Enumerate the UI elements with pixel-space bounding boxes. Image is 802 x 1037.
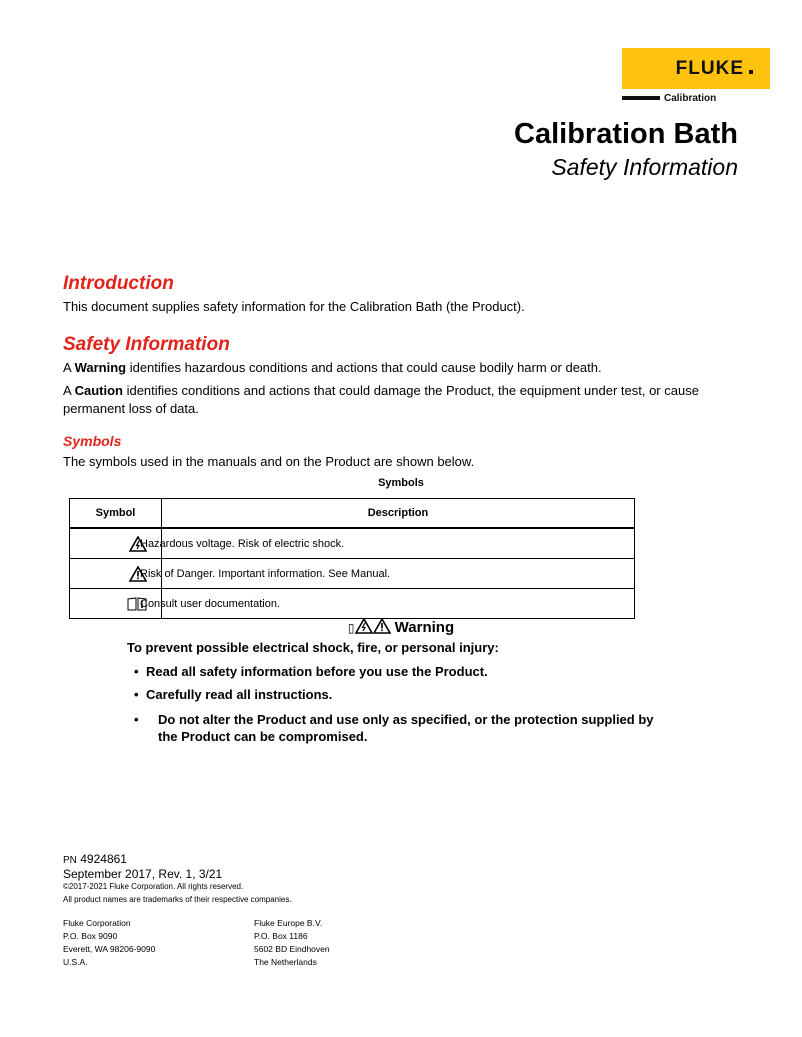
row-description: Hazardous voltage. Risk of electric shock. [140, 537, 345, 550]
text-fragment: A [63, 383, 75, 398]
bullet-dot: • [134, 664, 139, 679]
address-eu [254, 917, 330, 969]
logo-subtitle: Calibration [664, 93, 717, 104]
symbols-heading: Symbols [63, 433, 122, 449]
list-item-continuation: the Product can be compromised. [158, 729, 368, 744]
fluke-logo [622, 48, 770, 89]
address-line: Fluke Europe B.V. [254, 918, 323, 928]
revision-date: September 2017, Rev. 1, 3/21 [63, 867, 223, 881]
description-cell [140, 528, 635, 559]
bullet-dot: • [134, 687, 139, 702]
introduction-heading: Introduction [63, 273, 174, 294]
logo-rule [622, 96, 660, 100]
warning-definition [63, 359, 743, 377]
address-line: Everett, WA 98206-9090 [63, 944, 156, 954]
table-row [70, 589, 635, 619]
column-header-description: Description [162, 499, 635, 529]
table-row [70, 528, 635, 559]
address-line: U.S.A. [63, 957, 88, 967]
hazardous-voltage-icon [355, 618, 373, 634]
safety-heading: Safety Information [63, 334, 230, 355]
danger-icon [373, 618, 391, 634]
bullet-text: Read all safety information before you use the Product. [146, 664, 488, 679]
warning-title [0, 618, 802, 636]
symbols-table [69, 498, 635, 619]
pn-value: 4924861 [80, 852, 127, 866]
list-item [134, 663, 488, 680]
introduction-text: This document supplies safety information for the Calibration Bath (the Product). [63, 299, 525, 314]
logo-brand: FLUKE [675, 58, 744, 79]
text-fragment: identifies hazardous conditions and actions that could cause bodily harm or death. [126, 360, 602, 375]
address-line: The Netherlands [254, 957, 317, 967]
bullet-text: Do not alter the Product and use only as specified, or the protection supplied by [158, 712, 654, 727]
address-line: P.O. Box 1186 [254, 931, 308, 941]
column-header-symbol: Symbol [70, 499, 162, 529]
description-cell [140, 559, 635, 589]
address-us [63, 917, 155, 969]
warning-term: Warning [74, 360, 127, 375]
address-line: Fluke Corporation [63, 918, 131, 928]
warning-label: Warning [394, 619, 455, 636]
list-item [134, 686, 332, 703]
address-line: P.O. Box 9090 [63, 931, 118, 941]
bullet-dot: • [134, 712, 139, 727]
warning-intro: To prevent possible electrical shock, fire, or personal injury: [127, 640, 499, 655]
logo-dot [749, 70, 753, 74]
table-caption: Symbols [378, 477, 424, 489]
copyright: ©2017-2021 Fluke Corporation. All rights reserved. [63, 882, 244, 891]
caution-term: Caution [74, 383, 123, 398]
pn-label: PN [63, 855, 77, 866]
symbols-text: The symbols used in the manuals and on the Product are shown below. [63, 454, 475, 469]
address-line: 5602 BD Eindhoven [254, 944, 330, 954]
text-fragment: A [63, 360, 75, 375]
symbol-glyph-icon: ▯ [347, 621, 355, 635]
bullet-text: Carefully read all instructions. [146, 687, 333, 702]
row-description: Risk of Danger. Important information. See Manual. [140, 567, 391, 580]
document-title: Calibration Bath [514, 118, 738, 150]
caution-definition [63, 382, 743, 418]
part-number [63, 852, 127, 866]
text-fragment: identifies conditions and actions that could damage the Product, the equipment under test, or cause permanent loss of data. [63, 383, 699, 416]
list-item [134, 711, 654, 728]
document-subtitle: Safety Information [551, 154, 738, 180]
trademark-notice: All product names are trademarks of their respective companies. [63, 895, 292, 904]
row-description: Consult user documentation. [140, 597, 281, 610]
table-row [70, 559, 635, 589]
description-cell [140, 589, 635, 619]
